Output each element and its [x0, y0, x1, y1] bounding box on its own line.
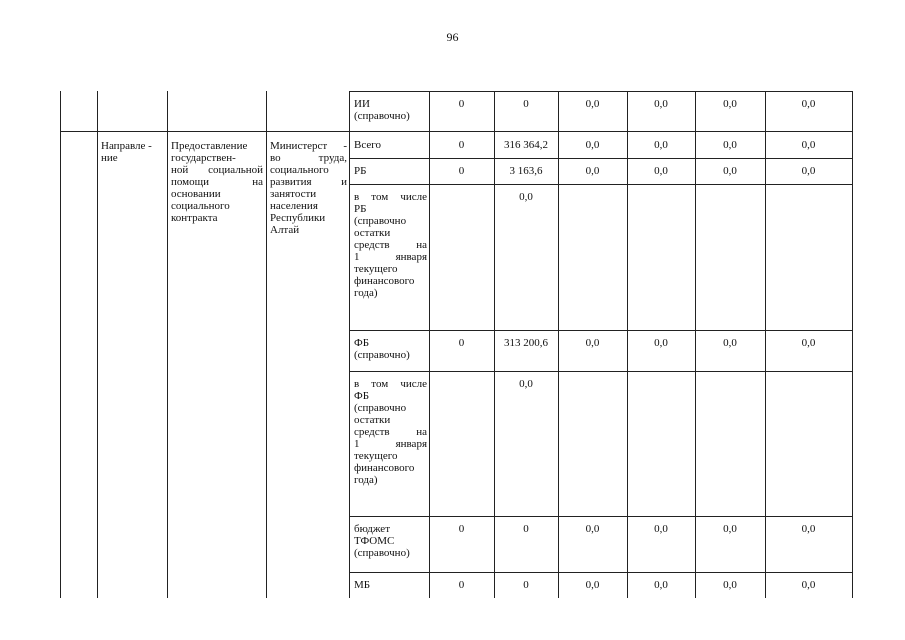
- source-cell: РБ: [354, 165, 367, 177]
- source-cell: [354, 378, 427, 486]
- value-cell: 0,0: [801, 165, 816, 177]
- source-line: финансового: [354, 275, 415, 287]
- source-line: остатки: [354, 227, 391, 239]
- cell-name: [171, 140, 263, 224]
- value-cell: 0,0: [723, 165, 737, 177]
- value-cell: 0,0: [801, 579, 816, 591]
- source-cell: Всего: [354, 139, 381, 151]
- value-cell: 0,0: [801, 523, 816, 535]
- value-cell: 0,0: [585, 523, 600, 535]
- value-cell: 0,0: [654, 523, 668, 535]
- value-cell: 0: [458, 337, 465, 349]
- value-cell: 0,0: [723, 139, 737, 151]
- cell-executor: [270, 140, 347, 236]
- value-cell: 0,0: [723, 523, 737, 535]
- executor-line: развития и: [270, 176, 347, 188]
- value-cell: 0,0: [801, 98, 816, 110]
- value-cell: 0: [523, 579, 529, 591]
- executor-line: социального: [270, 164, 329, 176]
- source-line: 1 января: [354, 251, 427, 263]
- value-cell: 0,0: [654, 98, 668, 110]
- value-cell: 0: [523, 523, 529, 535]
- name-line: Предоставление: [171, 140, 248, 152]
- executor-line: Алтай: [270, 224, 300, 236]
- value-cell: 0,0: [654, 139, 668, 151]
- source-line: ФБ: [354, 390, 370, 402]
- value-cell: 313 200,6: [504, 337, 548, 349]
- name-line: основании: [171, 188, 221, 200]
- source-line: (справочно: [354, 215, 407, 227]
- source-line: 1 января: [354, 438, 427, 450]
- source-cell: [354, 191, 427, 299]
- value-cell: 0,0: [585, 165, 600, 177]
- value-cell: 0,0: [585, 337, 600, 349]
- value-cell: 0,0: [654, 337, 668, 349]
- value-cell: 0,0: [801, 337, 816, 349]
- source-line: текущего: [354, 263, 398, 275]
- source-line: средств на: [354, 426, 427, 438]
- value-cell: 0: [458, 523, 465, 535]
- name-line: социального: [171, 200, 230, 212]
- executor-line: во труда,: [270, 152, 347, 164]
- source-cell: ИИ (справочно): [354, 98, 410, 122]
- source-line: года): [354, 287, 378, 299]
- value-cell: 0,0: [654, 579, 668, 591]
- value-cell: 0: [458, 165, 465, 177]
- source-line: в том числе: [354, 378, 427, 390]
- name-line: государствен-: [171, 152, 236, 164]
- value-cell: 0: [458, 98, 465, 110]
- value-cell: 0,0: [801, 139, 816, 151]
- value-cell: 0: [523, 98, 529, 110]
- source-line: финансового: [354, 462, 415, 474]
- source-line: (справочно: [354, 402, 407, 414]
- source-cell: бюджет ТФОМС (справочно): [354, 523, 410, 559]
- source-line: средств на: [354, 239, 427, 251]
- page-number: 96: [446, 30, 459, 44]
- value-cell: 0,0: [654, 165, 668, 177]
- executor-line: населения: [270, 200, 318, 212]
- value-cell: 0,0: [519, 191, 533, 203]
- source-line: остатки: [354, 414, 391, 426]
- value-cell: 3 163,6: [509, 165, 543, 177]
- executor-line: Республики: [270, 212, 326, 224]
- name-line: ной социальной: [171, 164, 263, 176]
- name-line: помощи на: [171, 176, 263, 188]
- value-cell: 0,0: [519, 378, 533, 390]
- source-line: текущего: [354, 450, 398, 462]
- value-cell: 0,0: [585, 579, 600, 591]
- value-cell: 0,0: [585, 98, 600, 110]
- source-line: года): [354, 474, 378, 486]
- value-cell: 316 364,2: [504, 139, 548, 151]
- source-cell: ФБ (справочно): [354, 337, 410, 361]
- name-line: контракта: [171, 212, 218, 224]
- value-cell: 0: [458, 139, 465, 151]
- value-cell: 0,0: [723, 337, 737, 349]
- value-cell: 0,0: [723, 98, 737, 110]
- value-cell: 0: [458, 579, 465, 591]
- executor-line: Министерст -: [270, 140, 347, 152]
- value-cell: 0,0: [723, 579, 737, 591]
- source-cell: МБ: [354, 579, 371, 591]
- value-cell: 0,0: [585, 139, 600, 151]
- source-line: РБ: [354, 203, 367, 215]
- cell-type: Направле - ние: [101, 140, 152, 164]
- executor-line: занятости: [270, 188, 317, 200]
- source-line: в том числе: [354, 191, 427, 203]
